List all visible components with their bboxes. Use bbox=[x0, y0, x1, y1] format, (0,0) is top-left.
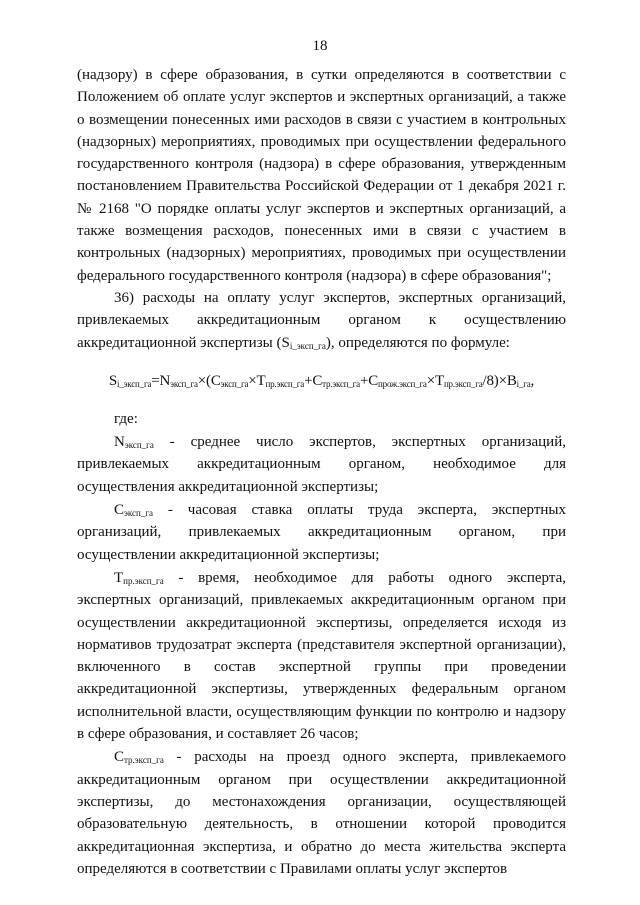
definition-c-tr-subscript: тр.эксп_га bbox=[124, 755, 164, 766]
formula-t2: T bbox=[434, 372, 444, 389]
definition-c-symbol: C bbox=[114, 502, 125, 519]
formula-c1: C bbox=[210, 372, 221, 389]
item-36-text-end: ), определяются по формуле: bbox=[325, 334, 510, 351]
formula-s: S bbox=[108, 372, 118, 389]
formula-c3: C bbox=[368, 372, 379, 389]
definition-c-text: - часовая ставка оплаты труда эксперта, экспертных организаций, привлекаемых аккредитационным органом, при осуществлении аккредитационной экспертизы; bbox=[77, 502, 566, 563]
formula-op-2: × bbox=[248, 372, 257, 389]
definition-n-symbol: N bbox=[114, 434, 125, 451]
definition-t-symbol: T bbox=[114, 569, 124, 586]
formula-t1-sub: пр.эксп_га bbox=[265, 378, 305, 389]
where-label: где: bbox=[114, 410, 138, 427]
definition-t-text: - время, необходимое для работы одного эксперта, экспертных организаций, привлекаемых аккредитационным органом при осуществлении аккредитационной экспертизы, определяется исходя из нормативов трудозатрат эксперта (представителя экспертной организации), включенного в состав экспертной группы при проведении аккредитационной экспертизы, утвержденных федеральным органом исполнительной власти, осуществляющим функции по контролю и надзору в сфере образования, и составляет 26 часов; bbox=[77, 569, 566, 743]
formula-op-5: × bbox=[426, 372, 435, 389]
formula-op-6: /8)× bbox=[482, 372, 507, 389]
formula-b-sub: i_га bbox=[516, 378, 531, 389]
item-36-text: 36) расходы на оплату услуг экспертов, экспертных организаций, привлекаемых аккредитационным органом к осуществлению аккредитационной экспертизы (S bbox=[77, 289, 566, 351]
formula-s-sub: i_эксп_га bbox=[117, 378, 152, 389]
document-body bbox=[77, 64, 566, 880]
definition-c-subscript: эксп_га bbox=[124, 508, 154, 519]
definition-c-tr-symbol: C bbox=[114, 749, 125, 766]
formula-n: N bbox=[159, 372, 171, 389]
formula-c1-sub: эксп_га bbox=[220, 378, 249, 389]
item-36-subscript: i_эксп_га bbox=[289, 340, 326, 351]
formula-op-4: + bbox=[359, 372, 369, 389]
formula-op-7: , bbox=[530, 372, 535, 389]
formula-t2-sub: пр.эксп_га bbox=[443, 378, 483, 389]
formula-eq: = bbox=[151, 372, 160, 389]
item-36-paragraph bbox=[77, 287, 566, 354]
formula-t1: T bbox=[256, 372, 266, 389]
page-number: 18 bbox=[312, 38, 328, 54]
cost-formula bbox=[77, 370, 566, 392]
formula-c2-sub: тр.эксп_га bbox=[322, 378, 360, 389]
definition-n bbox=[77, 431, 566, 498]
definition-c-tr bbox=[77, 746, 566, 880]
formula-c2: C bbox=[312, 372, 323, 389]
formula-c3-sub: прож.эксп_га bbox=[378, 378, 427, 389]
definition-t bbox=[77, 567, 566, 745]
formula-op-1: ×( bbox=[197, 372, 211, 389]
definition-n-subscript: эксп_га bbox=[124, 440, 154, 451]
formula-op-3: + bbox=[304, 372, 313, 389]
definition-t-subscript: пр.эксп_га bbox=[123, 575, 164, 586]
definition-c bbox=[77, 499, 566, 566]
formula-n-sub: эксп_га bbox=[170, 378, 198, 389]
definition-c-tr-text: - расходы на проезд одного эксперта, привлекаемого аккредитационным органом при осуществлении аккредитационной экспертизы, до местонахождения организации, осуществляющей образовательную деятельность, в отношении которой проводится аккредитационная экспертиза, и обратно до места жительства эксперта определяются в соответствии с Правилами оплаты услуг экспертов bbox=[77, 749, 566, 877]
definition-n-text: - среднее число экспертов, экспертных организаций, привлекаемых аккредитационным органом, необходимое для осуществления аккредитационной экспертизы; bbox=[77, 434, 566, 495]
intro-paragraph: (надзору) в сфере образования, в сутки определяются в соответствии с Положением об оплате услуг экспертов и экспертных организаций, а также о возмещении понесенных ими расходов в связи с участием в контрольных (надзорных) мероприятиях, проводимых при осуществлении федерального государственного контроля (надзора) в сфере образования, утвержденным постановлением Правительства Российской Федерации от 1 декабря 2021 г. № 2168 "О порядке оплаты услуг экспертов и экспертных организаций, а также возмещения расходов, понесенных ими в связи с участием в контрольных (надзорных) мероприятиях, проводимых при осуществлении федерального государственного контроля (надзора) в сфере образования"; bbox=[77, 67, 566, 284]
formula-b: B bbox=[506, 372, 517, 389]
